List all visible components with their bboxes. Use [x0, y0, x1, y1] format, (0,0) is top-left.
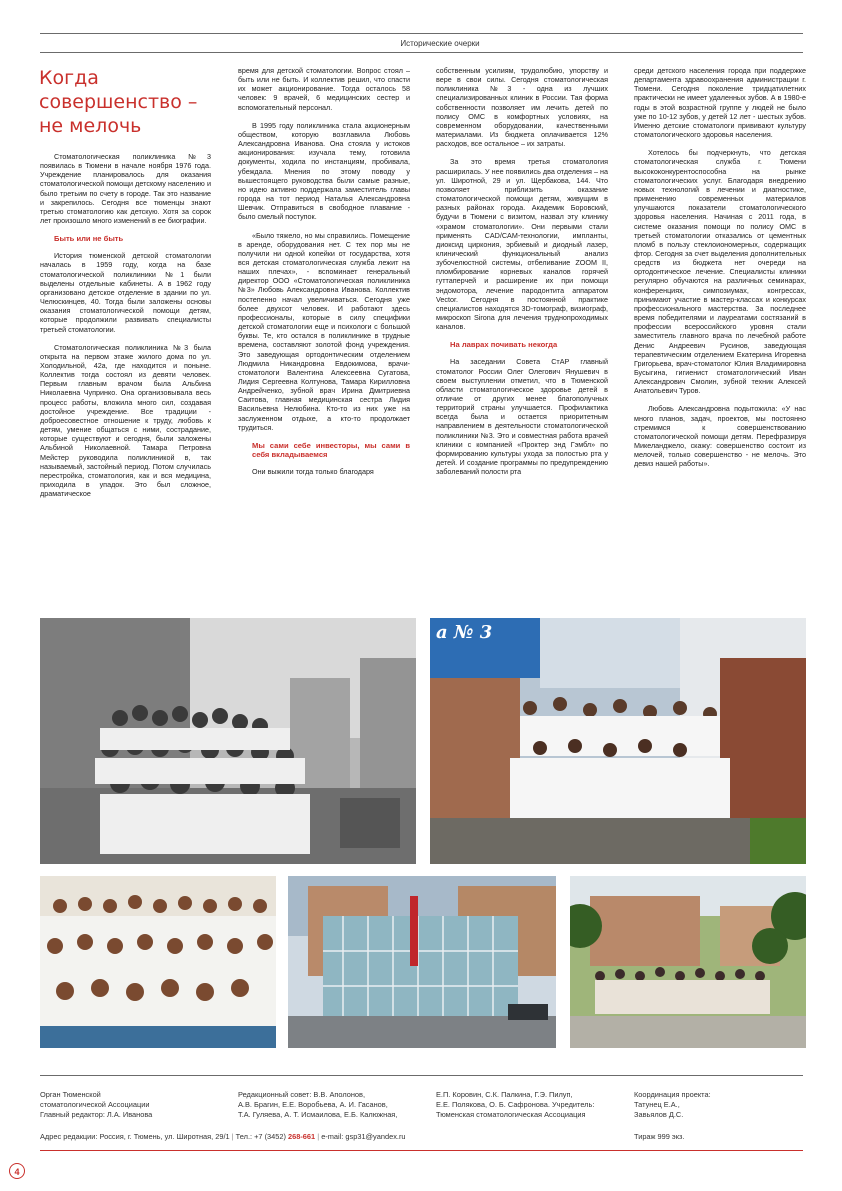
footer-council2-line-1: Е.П. Коровин, С.К. Палкина, Г.Э. Пилуп, [436, 1090, 573, 1099]
footer-coord-line-3: Завьялов Д.С. [634, 1110, 684, 1119]
col1-subheading: Быть или не быть [54, 234, 124, 244]
article-column-3 [436, 66, 608, 485]
title-line-3: не мелочь [39, 115, 142, 137]
photo-outdoor-group-image [570, 876, 806, 1048]
footer-coordination [634, 1090, 804, 1120]
col2-paragraph-1: время для детской стоматологии. Вопрос стоял – быть или не быть. И коллектив решил, что спасти их может акционирование. Тогда осталось 58 человек: 9 врачей, 6 медицинских сестер и вспомогательный персонал. [238, 66, 410, 112]
col1-paragraph-3: Стоматологическая поликлиника №3 была открыта на первом этаже жилого дома по ул. Холодильной, 42а, где находится и поныне. Коллектив тогда состоял из девяти человек. Первым главным врачом была Альбина Николаевна Чупринко. Она организовывала весь процесс работы, вложила много сил, создавая достойное учреждение. Все традиции - доброесовестное отношение к труду, любовь к детям, умение общаться с ними, сострадание, которые существуют и сегодня, были заложены Альбиной Николаевной. Тамара Петровна Мейстер руководила поликлиникой в, так называемый, застойный период. Потом случилась перестройка, стоматология, как и вся медицина, приходила в упадок. Это был сложное, драматическое [40, 342, 211, 499]
article-column-1 [40, 152, 211, 507]
col4-paragraph-3: Любовь Александровна подытожила: «У нас много планов, задач, проектов, мы постоянно стремимся к совершенствованию стоматологической помощи детям. Перефразируя Микеланджело, скажу: совершенство состоит из мелочей, только совершенство - не мелочь. Это девиз нашей работы». [634, 404, 806, 469]
col2-subheading: Мы сами себе инвесторы, мы сами в себя вкладываемся [252, 440, 410, 459]
photo-staff-indoor [40, 876, 276, 1048]
footer-rule [40, 1075, 803, 1076]
title-line-1: Когда [39, 67, 99, 89]
footer-organ-line-1: Орган Тюменской [40, 1090, 101, 1099]
top-rule [40, 33, 803, 34]
col3-paragraph-3: На заседании Совета СтАР главный стоматолог России Олег Олегович Янушевич в своем выступлении отметил, что в Тюменской области стоматологическое здоровье детей в отличие от других менее благополучных территорий страны улучшается. Профилактика всегда была и остается приоритетным направлением в деятельности стоматологической поликлиники №3. Это и совместная работа врачей клиники с компанией «Проктер энд Гэмбл» по формированию культуры ухода за полостью рта у детей. И создание программы по предупреждению заболеваний полости рта [436, 357, 608, 477]
photo-bw-group-image [40, 618, 416, 864]
footer-organ [40, 1090, 230, 1120]
photo-clinic-staff-image [430, 618, 806, 864]
footer-coord-line-1: Координация проекта: [634, 1090, 711, 1099]
col4-paragraph-1: среди детского населения города при поддержке департамента здравоохранения администрации г. Тюмени. Сегодня поколение тридцатилетних практически не имеет удаленных зубов. А в 1980-е годы в этой возрастной группе у людей не было уже по 10-12 зубов, у детей 12 лет - шестых зубов. Именно детские стоматологи прививают культуру стоматологического здоровья населения. [634, 66, 806, 140]
footer-contacts: Адрес редакции: Россия, г. Тюмень, ул. Широтная, 29/1 | Тел.: +7 (3452) 268-661 | e-mail: gsp31@yandex.ru [40, 1132, 406, 1141]
col2-paragraph-3: «Было тяжело, но мы справились. Помещение в аренде, оборудования нет. С тех пор мы не получили ни одной копейки от государства, хотя вся детская стоматологическая служба лежит на наших плечах», - вспоминает генеральный директор ООО «Стоматологическая поликлиника №3» Любовь Александровна Иванова. Коллектив постепенно начал увеличиваться. Сегодня уже более двухсот человек. И работают здесь профессионалы, которые в силу специфики детской стоматологии еще и психологи с большой буквы. Те, кто остался в поликлинике в трудные времена, составляют золотой фонд учреждения. Это заведующая ортодонтическим отделением Людмила Никандровна Евдокимова, врачи-стоматологи Валентина Алексеевна Сугатова, Лидия Сергеевна Колтунова, Тамара Кирилловна Андрейченко, зубной врач Ирина Дмитриевна Саитова, главная медицинская сестра Лидия Васильевна Нелюбина. Кто-то из них уже на заслуженном отдыхе, а кто-то продолжает трудиться. [238, 230, 410, 432]
col3-paragraph-1: собственным усилиям, трудолюбию, упорству и вере в свои силы. Сегодня стоматологическая поликлиника №3 - одна из лучших специализированных клиник в России. Тая форма собственности позволяет им лечить детей по полису ОМС в комфортных условиях, на современном оборудовании, качественными материалами. Из бюджета оплачивается 12% расходов, все остальное – их затраты. [436, 66, 608, 149]
photo-outdoor-group [570, 876, 806, 1048]
footer-print-run: Тираж 999 экз. [634, 1132, 685, 1141]
footer-email[interactable]: e-mail: gsp31@yandex.ru [321, 1132, 406, 1141]
section-title: Исторические очерки [400, 39, 480, 48]
col2-paragraph-2: В 1995 году поликлиника стала акционерным обществом, которую возглавила Любовь Александровна Иванова. Она стояла у истоков акционирования: изучала тему, готовила документы, ходила по инстанциям, пробивала, убеждала. Мнения по этому поводу у вышестоящего руководства были самые разные, но идею активно поддержала заместитель главы города на тот период Наталья Александровна Шевчик. Отправиться в свободное плавание - было смелый поступок. [238, 120, 410, 222]
footer-phone-label: Тел.: +7 (3452) [235, 1132, 286, 1141]
article-title [39, 66, 229, 138]
col1-paragraph-2: История тюменской детской стоматологии началась в 1959 году, когда на базе стоматологической поликлиники №1 были выделены отдельные кабинеты. А в 1962 году организовано детское отделение в здании по ул. Челюскинцев, 40. Тогда были заложены основы оказания стоматологической помощи детям, которые продолжили развивать специалисты третьей стоматологии. [40, 251, 211, 334]
col4-paragraph-2: Хотелось бы подчеркнуть, что детская стоматологическая служба г. Тюмени высококонкурентоспособна на рынке стоматологических услуг. Благодаря внедрению новых технологий в лечении и диагностике, применению современных материалов улучшаются показатели стоматологического здоровья населения. Начиная с 2011 года, в системе оказания помощи по полису ОМС в третьей стоматологии отказались от цементных пломб в пользу стеклоиономерных, содержащих фтор. Сегодня за счет выделения дополнительных средств из бюджета нет очереди на ортодонтическое лечение. Специалисты клиники регулярно обучаются на различных семинарах, конференциях, симпозиумах, конгрессах, принимают участие в мастер-классах и конкурсах профессионального мастерства. За последнее время победителями и лауреатами состязаний в профессии всероссийского уровня стали заместитель главного врача по лечебной работе Денис Андреевич Русинов, заведующая терапевтическим отделением Екатерина Игоревна Григорьева, врач-стоматолог Юлия Владимировна Бусыгина, гигиенист стоматологический Иван Александрович Смолин, зубной техник Алексей Анатольевич Туров. [634, 148, 806, 396]
footer-chief-editor: Главный редактор: Л.А. Иванова [40, 1110, 153, 1119]
footer-council-line-2: А.В. Брагин, Е.Е. Воробьева, А. И. Гасанов, [238, 1100, 388, 1109]
footer-address: Адрес редакции: Россия, г. Тюмень, ул. Широтная, 29/1 [40, 1132, 230, 1141]
col3-paragraph-2: За это время третья стоматология расширилась. У нее появились два отделения – на ул. Широтной, 29 и ул. Щербакова, 144. Что позволяет приблизить оказание стоматологической помощи детям, живущим в разных районах города. Академик Боровский, будучи в Тюмени с визитом, назвал эту клинику «храмом стоматологии». Они первыми стали применять CAD/CAM-технологии, импланты, диоксид циркония, эрбиевый и диодный лазер, клинический функциональный анализ зубочелюстной системы, отбеливание ZOOM II, пломбирование корневых каналов горячей гуттаперчей и расширение их при помощи эндомотора, лечение пародонтита аппаратом Vector. Сегодня в постоянной практике специалистов находятся 3D-томограф, визиограф, микроскоп Sirona для лечения труднопроходимых каналов. [436, 157, 608, 332]
title-line-2: совершенство – [39, 91, 198, 113]
footer-council [238, 1090, 428, 1120]
photo-clinic-building [288, 876, 556, 1048]
header-rule [40, 52, 803, 53]
footer-organ-line-2: стоматологической Ассоциации [40, 1100, 150, 1109]
footer-council2-line-2: Е.Е. Полякова, О. Б. Сафронова. Учредитель: [436, 1100, 595, 1109]
photo-clinic-building-image [288, 876, 556, 1048]
footer-coord-line-2: Татунец Е.А., [634, 1100, 680, 1109]
col3-subheading: На лаврах почивать некогда [450, 340, 558, 350]
footer-council-line-3: Т.А. Гуляева, А. Т. Исмаилова, Е.Б. Калюжная, [238, 1110, 398, 1119]
photo-bw-group [40, 618, 416, 864]
footer-council2-line-3: Тюменская стоматологическая Ассоциация [436, 1110, 586, 1119]
bottom-rule [40, 1150, 803, 1151]
footer-phone-number[interactable]: 268-661 [288, 1132, 316, 1141]
page-number: 4 [9, 1163, 25, 1179]
article-column-2 [238, 66, 410, 485]
photo-clinic-staff [430, 618, 806, 864]
article-column-4 [634, 66, 806, 478]
col2-paragraph-4: Они выжили тогда только благодаря [252, 466, 374, 476]
footer-council-line-1: Редакционный совет: В.В. Аполонов, [238, 1090, 366, 1099]
col1-paragraph-1: Стоматологическая поликлиника №3 появилась в Тюмени в начале ноября 1976 года. Учреждение планировалось для оказания стоматологической помощи детскому населению и было третьим по счету в городе. Так это название и закрепилось. Сегодня все тюменцы знают третью стоматологию как детскую. Хотя за сорок лет произошло много изменений в ее биографии. [40, 152, 211, 226]
clinic-sign-text: а № 3 [436, 622, 493, 643]
footer-council-continued [436, 1090, 626, 1120]
photo-staff-indoor-image [40, 876, 276, 1048]
